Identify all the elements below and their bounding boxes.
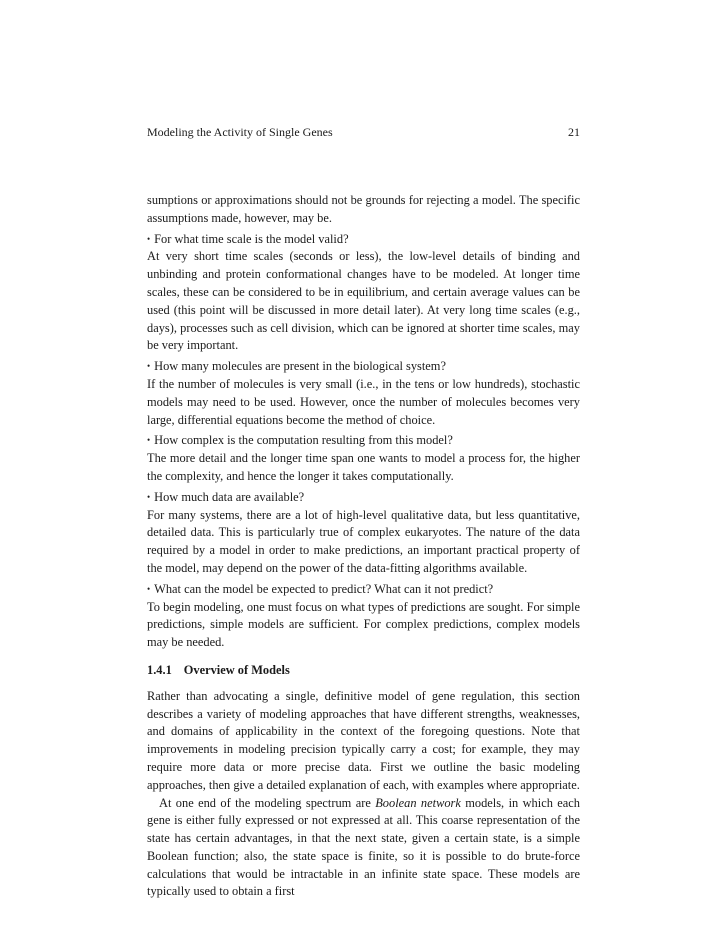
- running-header: [147, 124, 580, 140]
- continuation-paragraph: sumptions or approximations should not be grounds for rejecting a model. The specific assumptions made, however, may be.: [147, 193, 580, 225]
- bullet-icon: •: [147, 233, 151, 244]
- body-paragraph: [147, 795, 580, 902]
- question-text: For what time scale is the model valid?: [154, 231, 349, 246]
- body-paragraph: Rather than advocating a single, definitive model of gene regulation, this section describes a variety of modeling approaches that have different strengths, weaknesses, and domains of applicability in the context of the foregoing questions. Note that improvements in modeling precision typically carry a cost; for example, they may require more data or more precise data. First we outline the basic modeling approaches, then give a detailed explanation of each, with examples where appropriate.: [147, 688, 580, 792]
- answer-text: At very short time scales (seconds or less), the low-level details of binding and unbinding and protein conformational changes have to be modeled. At longer time scales, these can be considered to be in equilibrium, and certain average values can be used (this point will be discussed in more detail later). At very long time scales (e.g., days), processes such as cell division, which can be ignored at shorter time scales, may be very important.: [147, 249, 580, 353]
- question-item: [147, 231, 580, 249]
- page-number: 21: [568, 125, 580, 139]
- question-block: [147, 581, 580, 652]
- question-text: What can the model be expected to predict? What can it not predict?: [154, 581, 494, 596]
- answer-text: To begin modeling, one must focus on what types of predictions are sought. For simple predictions, simple models are sufficient. For complex predictions, complex models may be needed.: [147, 599, 580, 650]
- paragraph-text: At one end of the modeling spectrum are: [159, 795, 376, 810]
- body-text: [147, 192, 580, 901]
- question-item: [147, 489, 580, 507]
- section-number: 1.4.1: [147, 662, 172, 677]
- question-block: [147, 231, 580, 356]
- question-block: [147, 489, 580, 578]
- bullet-icon: •: [147, 361, 151, 372]
- question-block: [147, 432, 580, 485]
- question-text: How complex is the computation resulting from this model?: [154, 433, 453, 448]
- question-item: [147, 432, 580, 450]
- section-title: Overview of Models: [183, 662, 290, 677]
- bullet-icon: •: [147, 491, 151, 502]
- paragraph-text: models, in which each gene is either fully expressed or not expressed at all. This coarse representation of the state has certain advantages, in that the next state, given a certain state, is a simple Boolean function; also, the state space is finite, so it is possible to do brute-force calculations that would be intractable in an infinite state space. These models are typically used to obtain a first: [147, 795, 580, 899]
- question-block: [147, 358, 580, 429]
- bullet-icon: •: [147, 583, 151, 594]
- section-heading: [147, 662, 580, 680]
- running-title: Modeling the Activity of Single Genes: [147, 125, 333, 139]
- emphasized-term: Boolean network: [375, 795, 461, 810]
- question-item: [147, 581, 580, 599]
- answer-text: The more detail and the longer time span one wants to model a process for, the higher the complexity, and hence the longer it takes computationally.: [147, 451, 580, 483]
- question-item: [147, 358, 580, 376]
- bullet-icon: •: [147, 435, 151, 446]
- question-text: How much data are available?: [154, 489, 305, 504]
- question-text: How many molecules are present in the biological system?: [154, 359, 446, 374]
- answer-text: For many systems, there are a lot of high-level qualitative data, but less quantitative, detailed data. This is particularly true of complex eukaryotes. The nature of the data required by a model in order to make predictions, an important practical property of the model, may depend on the power of the data-fitting algorithms available.: [147, 507, 580, 575]
- answer-text: If the number of molecules is very small (i.e., in the tens or low hundreds), stochastic models may need to be used. However, once the number of molecules becomes very large, differential equations become the method of choice.: [147, 376, 580, 427]
